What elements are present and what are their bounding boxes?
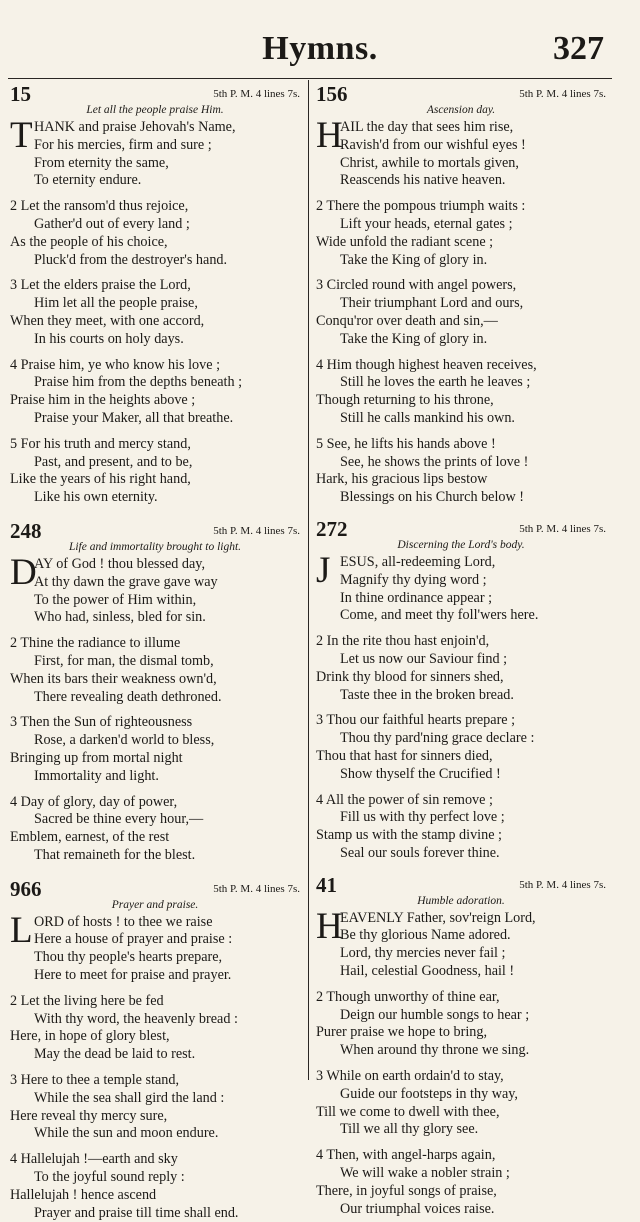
verse-line: Immortality and light. (34, 767, 159, 784)
verse-line: See, he shows the prints of love ! (340, 453, 529, 470)
verse-line: Though returning to his throne, (316, 392, 494, 409)
hymn-header (10, 518, 300, 543)
stanza (10, 993, 300, 1064)
stanza (316, 712, 606, 783)
verse-line: While the sun and moon endure. (34, 1125, 219, 1142)
verse-line: At thy dawn the grave gave way (34, 573, 218, 590)
verse-line: From eternity the same, (34, 154, 169, 171)
hymn-header (10, 84, 300, 104)
stanza (10, 1151, 300, 1222)
verse-line: To the power of Him within, (34, 591, 197, 608)
stanza (316, 549, 606, 625)
verse-line: Prayer and praise till time shall end. (34, 1204, 239, 1221)
hymn (316, 872, 606, 1219)
verse-line: ESUS, all-redeeming Lord, (340, 553, 496, 570)
stanza (316, 1147, 606, 1218)
stanza (10, 436, 300, 507)
page-number: 327 (553, 30, 604, 67)
stanza (316, 1068, 606, 1139)
verse-line: Praise him from the depths beneath ; (34, 374, 243, 391)
verse-line: To eternity endure. (34, 172, 142, 189)
verse-line: In thine ordinance appear ; (340, 589, 493, 606)
hymn-number: 15 (10, 82, 31, 106)
hymn (316, 84, 606, 507)
drop-cap: D (10, 551, 37, 593)
verse-line: Sacred be thine every hour,— (34, 811, 204, 828)
hymn (316, 516, 606, 863)
verse-line: When around thy throne we sing. (340, 1042, 530, 1059)
verse-line: As the people of his choice, (10, 233, 168, 250)
verse-line: We will wake a nobler strain ; (340, 1165, 510, 1182)
stanza (10, 794, 300, 865)
verse-line: Pluck'd from the destroyer's hand. (34, 251, 228, 268)
verse-line: Thou that hast for sinners died, (316, 747, 493, 764)
verse-line: Here a house of prayer and praise : (34, 931, 233, 948)
hymn-header (316, 872, 606, 897)
stanza (10, 909, 300, 985)
verse-line: When they meet, with one accord, (10, 312, 205, 329)
verse-line: Him let all the people praise, (34, 295, 198, 312)
verse-line: 2 There the pompous triumph waits : (316, 198, 526, 215)
stanza (10, 551, 300, 627)
verse-line: Take the King of glory in. (340, 330, 488, 347)
verse-line: 4 All the power of sin remove ; (316, 791, 493, 808)
hymn-meter: 5th P. M. 4 lines 7s. (519, 522, 606, 535)
hymn-subtitle: Prayer and praise. (111, 898, 199, 911)
hymn-meter: 5th P. M. 4 lines 7s. (519, 88, 606, 100)
verse-line: Here reveal thy mercy sure, (10, 1107, 168, 1124)
stanza (10, 1072, 300, 1143)
verse-line: ORD of hosts ! to thee we raise (34, 913, 213, 930)
stanza (10, 635, 300, 706)
verse-line: Our triumphal voices raise. (340, 1200, 495, 1217)
verse-line: 3 Let the elders praise the Lord, (10, 277, 191, 294)
verse-line: Like his own eternity. (34, 489, 158, 506)
verse-line: That remaineth for the blest. (34, 846, 196, 863)
hymn-meter: 5th P. M. 4 lines 7s. (213, 882, 300, 895)
verse-line: May the dead be laid to rest. (34, 1046, 196, 1063)
verse-line: Fill us with thy perfect love ; (340, 809, 505, 826)
verse-line: Bringing up from mortal night (10, 749, 183, 766)
stanza (10, 357, 300, 428)
hymn-number: 248 (10, 518, 42, 543)
verse-line: Thou thy pard'ning grace declare : (340, 730, 535, 747)
verse-line: Lift your heads, eternal gates ; (340, 215, 513, 232)
verse-line: Reascends his native heaven. (340, 172, 506, 189)
stanza (10, 714, 300, 785)
verse-line: Conqu'ror over death and sin,— (316, 312, 498, 329)
hymn-meter: 5th P. M. 4 lines 7s. (213, 88, 300, 100)
hymn-header (316, 516, 606, 541)
verse-line: 5 See, he lifts his hands above ! (316, 435, 496, 452)
verse-line: Here to meet for praise and prayer. (34, 967, 232, 984)
right-column (316, 84, 606, 1218)
drop-cap: H (316, 115, 343, 156)
drop-cap: J (316, 549, 331, 591)
verse-line: 3 Then the Sun of righteousness (10, 714, 193, 731)
verse-line: Gather'd out of every land ; (34, 215, 190, 232)
drop-cap: H (316, 905, 343, 947)
column-divider (308, 80, 309, 1080)
verse-line: Thou thy people's hearts prepare, (34, 949, 223, 966)
verse-line: Lord, thy mercies never fail ; (340, 945, 506, 962)
verse-line: Like the years of his right hand, (10, 471, 191, 488)
verse-line: Purer praise we hope to bring, (316, 1024, 487, 1041)
verse-line: 3 Thou our faithful hearts prepare ; (316, 712, 516, 729)
verse-line: Christ, awhile to mortals given, (340, 154, 519, 171)
verse-line: There, in joyful songs of praise, (316, 1182, 497, 1199)
verse-line: AY of God ! thou blessed day, (34, 555, 206, 572)
stanza (316, 792, 606, 863)
verse-line: Still he loves the earth he leaves ; (340, 374, 531, 391)
verse-line: In his courts on holy days. (34, 330, 184, 347)
verse-line: Guide our footsteps in thy way, (340, 1085, 518, 1102)
verse-line: 4 Then, with angel-harps again, (316, 1147, 496, 1164)
stanza (316, 115, 606, 190)
hymn-subtitle: Discerning the Lord's body. (397, 538, 525, 551)
verse-line: EAVENLY Father, sov'reign Lord, (340, 909, 536, 926)
verse-line: Come, and meet thy foll'wers here. (340, 607, 539, 624)
verse-line: Hark, his gracious lips bestow (316, 471, 488, 488)
hymn-subtitle: Let all the people praise Him. (86, 104, 224, 116)
verse-line: Who had, sinless, bled for sin. (34, 609, 206, 626)
verse-line: Ravish'd from our wishful eyes ! (340, 136, 526, 153)
verse-line: Show thyself the Crucified ! (340, 765, 501, 782)
hymn-meter: 5th P. M. 4 lines 7s. (213, 524, 300, 537)
verse-line: 3 Circled round with angel powers, (316, 277, 517, 294)
verse-line: Blessings on his Church below ! (340, 489, 525, 506)
verse-line: 3 Here to thee a temple stand, (10, 1072, 180, 1089)
hymn (10, 84, 300, 507)
verse-line: To the joyful sound reply : (34, 1169, 185, 1186)
verse-line: 4 Praise him, ye who know his love ; (10, 356, 221, 373)
hymn-number: 272 (316, 516, 348, 541)
verse-line: Hallelujah ! hence ascend (10, 1186, 157, 1203)
verse-line: With thy word, the heavenly bread : (34, 1010, 238, 1027)
stanza (316, 357, 606, 428)
hymn-number: 41 (316, 872, 337, 897)
verse-line: While the sea shall gird the land : (34, 1089, 225, 1106)
verse-line: 2 In the rite thou hast enjoin'd, (316, 633, 490, 650)
verse-line: Till we all thy glory see. (340, 1121, 479, 1138)
header-rule (8, 78, 612, 79)
verse-line: 3 While on earth ordain'd to stay, (316, 1068, 504, 1085)
verse-line: 4 Day of glory, day of power, (10, 793, 178, 810)
drop-cap: L (10, 909, 33, 951)
stanza (10, 277, 300, 348)
verse-line: 5 For his truth and mercy stand, (10, 435, 191, 452)
verse-line: Praise him in the heights above ; (10, 392, 196, 409)
verse-line: First, for man, the dismal tomb, (34, 652, 214, 669)
stanza (10, 198, 300, 269)
verse-line: Past, and present, and to be, (34, 453, 193, 470)
verse-line: When its bars their weakness own'd, (10, 670, 217, 687)
stanza (316, 905, 606, 981)
verse-line: Here, in hope of glory blest, (10, 1028, 170, 1045)
hymn-subtitle: Humble adoration. (417, 894, 505, 907)
verse-line: Still he calls mankind his own. (340, 409, 515, 426)
stanza (10, 115, 300, 190)
verse-line: 4 Him though highest heaven receives, (316, 356, 537, 373)
stanza (316, 633, 606, 704)
verse-line: Deign our humble songs to hear ; (340, 1006, 530, 1023)
verse-line: Take the King of glory in. (340, 251, 488, 268)
verse-line: For his mercies, firm and sure ; (34, 136, 212, 153)
verse-line: There revealing death dethroned. (34, 688, 222, 705)
hymn-subtitle: Life and immortality brought to light. (68, 540, 242, 553)
hymn (10, 518, 300, 865)
page-header (0, 26, 640, 76)
verse-line: Seal our souls forever thine. (340, 844, 500, 861)
stanza (316, 436, 606, 507)
hymn-meter: 5th P. M. 4 lines 7s. (519, 878, 606, 891)
verse-line: Their triumphant Lord and ours, (340, 295, 524, 312)
verse-line: 2 Though unworthy of thine ear, (316, 988, 500, 1005)
verse-line: 2 Thine the radiance to illume (10, 635, 181, 652)
verse-line: 2 Let the living here be fed (10, 992, 164, 1009)
verse-line: Let us now our Saviour find ; (340, 650, 508, 667)
verse-line: Stamp us with the stamp divine ; (316, 827, 503, 844)
verse-line: 4 Hallelujah !—earth and sky (10, 1151, 178, 1168)
verse-line: Wide unfold the radiant scene ; (316, 233, 494, 250)
hymn-header (316, 84, 606, 104)
verse-line: Magnify thy dying word ; (340, 571, 487, 588)
stanza (316, 198, 606, 269)
verse-line: Be thy glorious Name adored. (340, 927, 511, 944)
verse-line: Praise your Maker, all that breathe. (34, 409, 234, 426)
stanza (316, 989, 606, 1060)
hymn-number: 156 (316, 82, 348, 106)
hymn (10, 876, 300, 1222)
verse-line: AIL the day that sees him rise, (340, 119, 514, 135)
verse-line: Taste thee in the broken bread. (340, 686, 514, 703)
verse-line: Emblem, earnest, of the rest (10, 829, 170, 846)
page-title: Hymns. (262, 30, 378, 67)
drop-cap: T (10, 115, 33, 156)
verse-line: 2 Let the ransom'd thus rejoice, (10, 198, 189, 215)
hymn-header (10, 876, 300, 901)
hymn-subtitle: Ascension day. (426, 104, 496, 116)
verse-line: Hail, celestial Goodness, hail ! (340, 963, 515, 980)
verse-line: Rose, a darken'd world to bless, (34, 732, 215, 749)
hymn-number: 966 (10, 876, 42, 901)
left-column (10, 84, 300, 1222)
stanza (316, 277, 606, 348)
verse-line: Drink thy blood for sinners shed, (316, 668, 504, 685)
verse-line: Till we come to dwell with thee, (316, 1103, 500, 1120)
verse-line: HANK and praise Jehovah's Name, (34, 119, 236, 135)
